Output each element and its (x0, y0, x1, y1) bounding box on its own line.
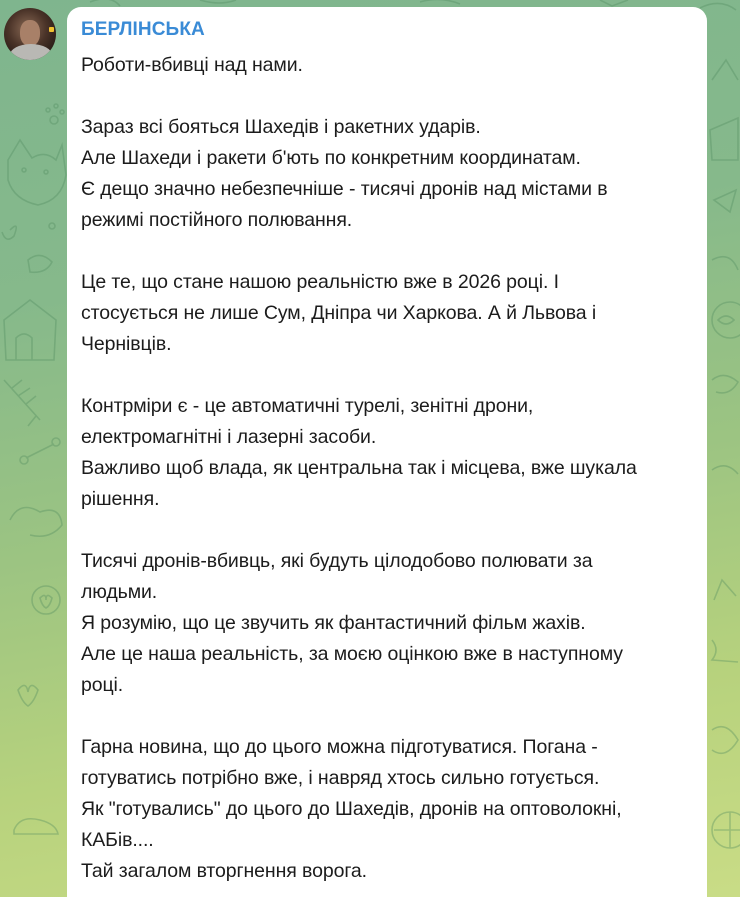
sender-avatar[interactable] (4, 8, 56, 60)
avatar-face-shape (20, 20, 40, 46)
sender-name[interactable]: БЕРЛІНСЬКА (81, 19, 205, 40)
message-paragraph (81, 732, 693, 887)
message-line: електромагнітні і лазерні засоби. (81, 426, 377, 448)
message-line: Чернівців. (81, 333, 172, 355)
message-line: людьми. (81, 581, 158, 603)
message-paragraph (81, 546, 693, 701)
message-line: році. (81, 674, 124, 696)
message-line: Як "готувались" до цього до Шахедів, дронів на оптоволокні, (81, 798, 622, 820)
message-line: Тай загалом вторгнення ворога. (81, 860, 367, 882)
message-paragraph (81, 391, 693, 515)
message-line: Гарна новина, що до цього можна підготуватися. Погана - (81, 736, 598, 758)
message-line: Але Шахеди і ракети б'ють по конкретним координатам. (81, 147, 581, 169)
message-line: Роботи-вбивці над нами. (81, 54, 303, 76)
message-line: КАБів.... (81, 829, 154, 851)
status-dot-icon (49, 27, 54, 32)
message-paragraph (81, 267, 693, 360)
message-text (81, 50, 693, 887)
avatar-hood-shape (10, 44, 52, 60)
message-line: Я розумію, що це звучить як фантастичний фільм жахів. (81, 612, 586, 634)
message-line: готуватись потрібно вже, і навряд хтось сильно готується. (81, 767, 600, 789)
message-line: Зараз всі бояться Шахедів і ракетних ударів. (81, 116, 481, 138)
message-line: рішення. (81, 488, 160, 510)
message-paragraph (81, 112, 693, 236)
message-line: Контрміри є - це автоматичні турелі, зенітні дрони, (81, 395, 534, 417)
message-line: Тисячі дронів-вбивць, які будуть цілодобово полювати за (81, 550, 593, 572)
message-line: Важливо щоб влада, як центральна так і місцева, вже шукала (81, 457, 637, 479)
message-line: стосується не лише Сум, Дніпра чи Харкова. А й Львова і (81, 302, 597, 324)
message-line: Це те, що стане нашою реальністю вже в 2026 році. І (81, 271, 559, 293)
message-paragraph (81, 50, 693, 81)
message-bubble[interactable] (67, 7, 707, 897)
message-line: режимі постійного полювання. (81, 209, 353, 231)
message-line: Є дещо значно небезпечніше - тисячі дронів над містами в (81, 178, 608, 200)
message-line: Але це наша реальність, за моєю оцінкою вже в наступному (81, 643, 623, 665)
